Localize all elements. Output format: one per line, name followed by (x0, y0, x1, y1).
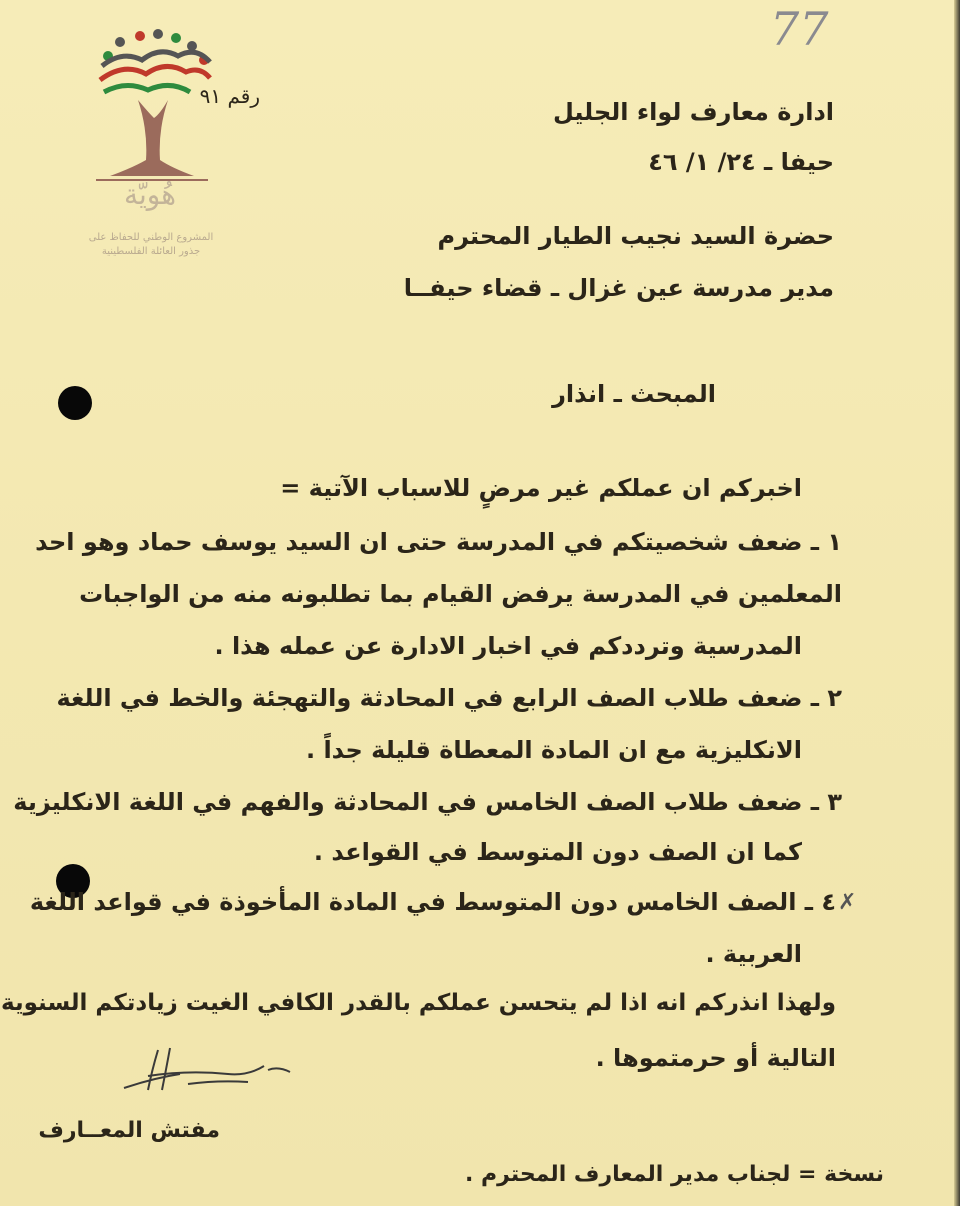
item-4-line-2: العربية . (705, 940, 802, 968)
subject: المبحث ـ انذار (552, 380, 716, 408)
item-1-line-1: ١ ـ ضعف شخصيتكم في المدرسة حتى ان السيد يوسف حماد وهو احد (35, 528, 842, 556)
item-2-line-1: ٢ ـ ضعف طلاب الصف الرابع في المحادثة والتهجئة والخط في اللغة (56, 684, 842, 712)
punch-hole-top (58, 386, 92, 420)
closing-line-2: التالية أو حرمتموها . (595, 1044, 836, 1072)
closing-line-1: ولهذا انذركم انه اذا لم يتحسن عملكم بالقدر الكافي الغيت زيادتكم السنوية (1, 990, 836, 1016)
item-3-line-1: ٣ ـ ضعف طلاب الصف الخامس في المحادثة والفهم في اللغة الانكليزية (13, 788, 842, 816)
scan-edge (954, 0, 960, 1206)
hawiya-logo (78, 14, 228, 264)
office-name: ادارة معارف لواء الجليل (552, 98, 834, 126)
logo-tagline-2: جذور العائلة الفلسطينية (101, 246, 201, 257)
logo-tagline-1: المشروع الوطني للحفاظ على (88, 232, 214, 243)
place-date: حيفا ـ ٢٤/ ١/ ٤٦ (648, 148, 834, 176)
handwritten-signature (118, 1040, 298, 1110)
item-4-line-1: ٤ ـ الصف الخامس دون المتوسط في المادة المأخوذة في قواعد اللغة (29, 888, 836, 916)
intro-line: اخبركم ان عملكم غير مرضٍ للاسباب الآتية = (280, 474, 802, 502)
signer-title: مفتش المعــارف (38, 1118, 220, 1143)
item-1-line-2: المعلمين في المدرسة يرفض القيام بما تطلبونه منه من الواجبات (79, 580, 842, 608)
recipient-name: حضرة السيد نجيب الطيار المحترم (437, 222, 834, 250)
logo-name: هُويّة (123, 178, 177, 211)
handwritten-page-number: 77 (770, 2, 829, 56)
item-1-line-3: المدرسية وترددكم في اخبار الادارة عن عمله هذا . (214, 632, 802, 660)
margin-mark: ✗ (838, 890, 857, 915)
reference-number: رقم ٩١ (199, 84, 260, 108)
recipient-school: مدير مدرسة عين غزال ـ قضاء حيفــا (403, 274, 834, 302)
item-2-line-2: الانكليزية مع ان المادة المعطاة قليلة جداً . (305, 736, 802, 764)
copy-note: نسخة = لجناب مدير المعارف المحترم . (465, 1162, 884, 1187)
item-3-line-2: كما ان الصف دون المتوسط في القواعد . (313, 838, 802, 866)
